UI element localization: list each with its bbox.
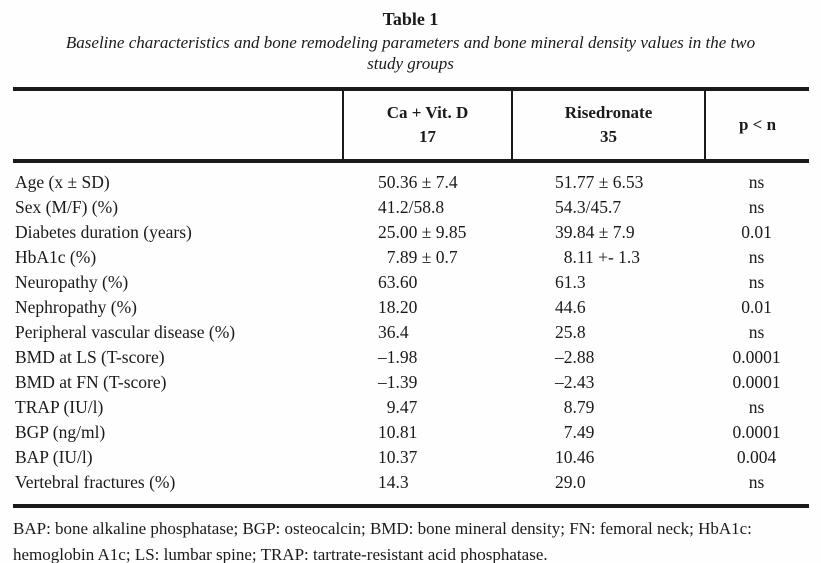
risedronate-value-cell: 7.49 [555,422,595,442]
ca-vitd-value-cell: 14.3 [378,472,409,492]
header-p-value [704,91,809,159]
bottom-rule [13,504,809,508]
table-row [13,470,809,495]
header-ca-vitd-count: 17 [419,127,436,146]
row-label-cell: Neuropathy (%) [15,272,129,292]
ca-vitd-value-cell: 10.37 [378,447,418,467]
table-header-row [13,87,809,163]
risedronate-value-cell: 10.46 [555,447,595,467]
table-row [13,245,809,270]
row-label-cell: HbA1c (%) [15,247,97,267]
header-p-value-label: p < n [738,115,777,134]
risedronate-value-cell: 54.3/45.7 [555,197,622,217]
p-value-cell: 0.01 [741,297,772,317]
ca-vitd-value-cell: 41.2/58.8 [378,197,445,217]
row-label-cell: Sex (M/F) (%) [15,197,119,217]
risedronate-value-cell: 25.8 [555,322,586,342]
table-row [13,270,809,295]
p-value-cell: 0.0001 [732,422,781,442]
header-risedronate [511,91,704,159]
table-row [13,170,809,195]
p-value-cell: 0.01 [741,222,772,242]
table-body [13,163,809,504]
row-label-cell: Diabetes duration (years) [15,222,192,242]
risedronate-value-cell: 8.11 +- 1.3 [555,247,641,267]
table-row [13,295,809,320]
ca-vitd-value-cell: 10.81 [378,422,418,442]
p-value-cell: ns [748,172,765,192]
header-risedronate-count: 35 [600,127,617,146]
table-row [13,395,809,420]
abbreviations-footnote: BAP: bone alkaline phosphatase; BGP: osteocalcin; BMD: bone mineral density; FN: femoral neck; HbA1c: hemoglobin A1c; LS: lumbar spine; TRAP: tartrate-resistant acid phosphatase. [13,519,752,563]
p-value-cell: ns [748,322,765,342]
risedronate-value-cell: 29.0 [555,472,586,492]
row-label-cell: Vertebral fractures (%) [15,472,176,492]
header-ca-vitd [342,91,511,159]
table-row [13,320,809,345]
ca-vitd-value-cell: 7.89 ± 0.7 [378,247,458,267]
ca-vitd-value-cell: –1.39 [378,372,418,392]
table-row [13,195,809,220]
table-row [13,345,809,370]
ca-vitd-value-cell: 25.00 ± 9.85 [378,222,467,242]
row-label-cell: BAP (IU/l) [15,447,93,467]
ca-vitd-value-cell: 18.20 [378,297,418,317]
row-label-cell: TRAP (IU/l) [15,397,104,417]
risedronate-value-cell: 61.3 [555,272,586,292]
table-row [13,370,809,395]
row-label-cell: Peripheral vascular disease (%) [15,322,236,342]
p-value-cell: ns [748,197,765,217]
ca-vitd-value-cell: 50.36 ± 7.4 [378,172,458,192]
row-label-cell: BGP (ng/ml) [15,422,106,442]
header-empty-cell [13,91,342,159]
table-row [13,420,809,445]
risedronate-value-cell: 8.79 [555,397,595,417]
table-row [13,445,809,470]
risedronate-value-cell: 51.77 ± 6.53 [555,172,644,192]
p-value-cell: 0.0001 [732,372,781,392]
p-value-cell: ns [748,247,765,267]
ca-vitd-value-cell: –1.98 [378,347,418,367]
row-label-cell: BMD at FN (T-score) [15,372,167,392]
table-subtitle: Baseline characteristics and bone remodeling parameters and bone mineral density values in the two study groups [65,33,756,73]
ca-vitd-value-cell: 9.47 [378,397,418,417]
risedronate-value-cell: –2.88 [555,347,595,367]
row-label-cell: Nephropathy (%) [15,297,137,317]
p-value-cell: 0.0001 [732,347,781,367]
table-row [13,220,809,245]
risedronate-value-cell: –2.43 [555,372,595,392]
row-label-cell: Age (x ± SD) [15,172,110,192]
data-table [13,87,809,508]
p-value-cell: ns [748,272,765,292]
table-title: Table 1 [382,9,439,29]
header-risedronate-label: Risedronate [564,103,653,122]
p-value-cell: ns [748,397,765,417]
header-ca-vitd-label: Ca + Vit. D [386,103,469,122]
p-value-cell: ns [748,472,765,492]
risedronate-value-cell: 39.84 ± 7.9 [555,222,635,242]
ca-vitd-value-cell: 63.60 [378,272,418,292]
risedronate-value-cell: 44.6 [555,297,586,317]
ca-vitd-value-cell: 36.4 [378,322,409,342]
p-value-cell: 0.004 [736,447,777,467]
row-label-cell: BMD at LS (T-score) [15,347,165,367]
